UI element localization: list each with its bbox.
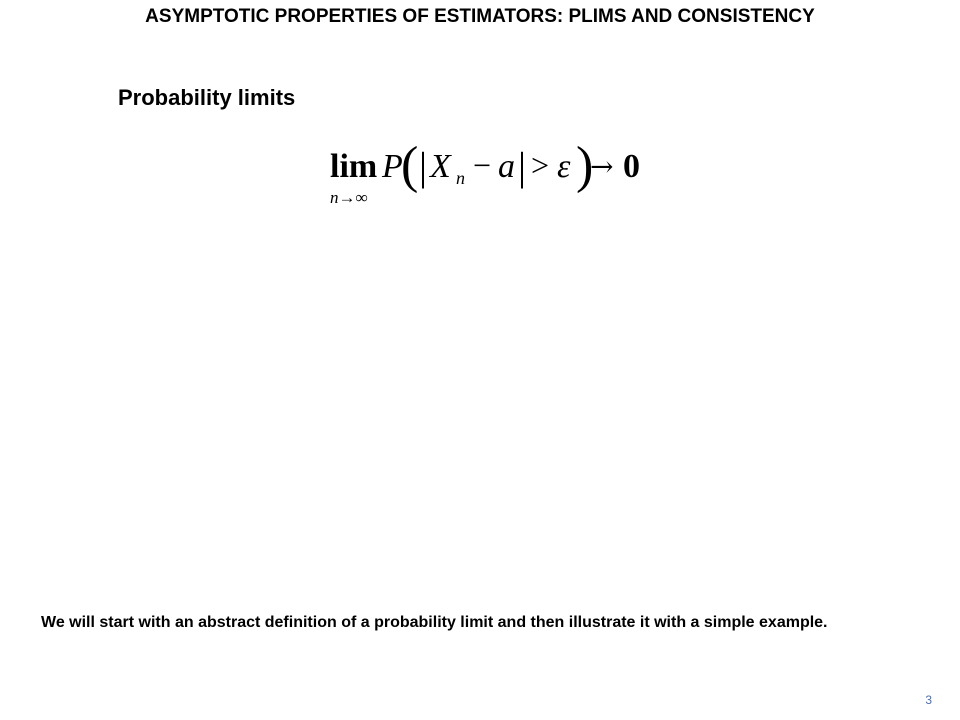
page-number: 3 xyxy=(925,693,932,707)
formula-abs-right: | xyxy=(518,144,527,189)
formula-lim: lim xyxy=(330,148,378,185)
formula-p: P xyxy=(382,148,403,185)
formula-epsilon: ε xyxy=(557,148,571,185)
section-heading: Probability limits xyxy=(118,85,296,110)
formula-lim-subscript: n→∞ xyxy=(330,188,368,207)
formula-a: a xyxy=(498,148,515,185)
formula-close-paren: ) xyxy=(576,137,594,194)
formula-x-subscript: n xyxy=(456,168,465,188)
formula-arrow: → xyxy=(590,150,614,183)
body-paragraph: We will start with an abstract definition of a probability limit and then illustrate it with a simple example. xyxy=(41,614,828,631)
formula-minus: − xyxy=(473,147,492,183)
formula-zero: 0 xyxy=(623,148,640,185)
slide-title: ASYMPTOTIC PROPERTIES OF ESTIMATORS: PLIMS AND CONSISTENCY xyxy=(145,6,815,27)
formula-greater-than: > xyxy=(531,147,550,183)
probability-limit-formula xyxy=(320,130,650,210)
formula-abs-left: | xyxy=(419,144,428,189)
formula-x: X xyxy=(430,148,451,185)
formula-open-paren: ( xyxy=(401,137,419,194)
